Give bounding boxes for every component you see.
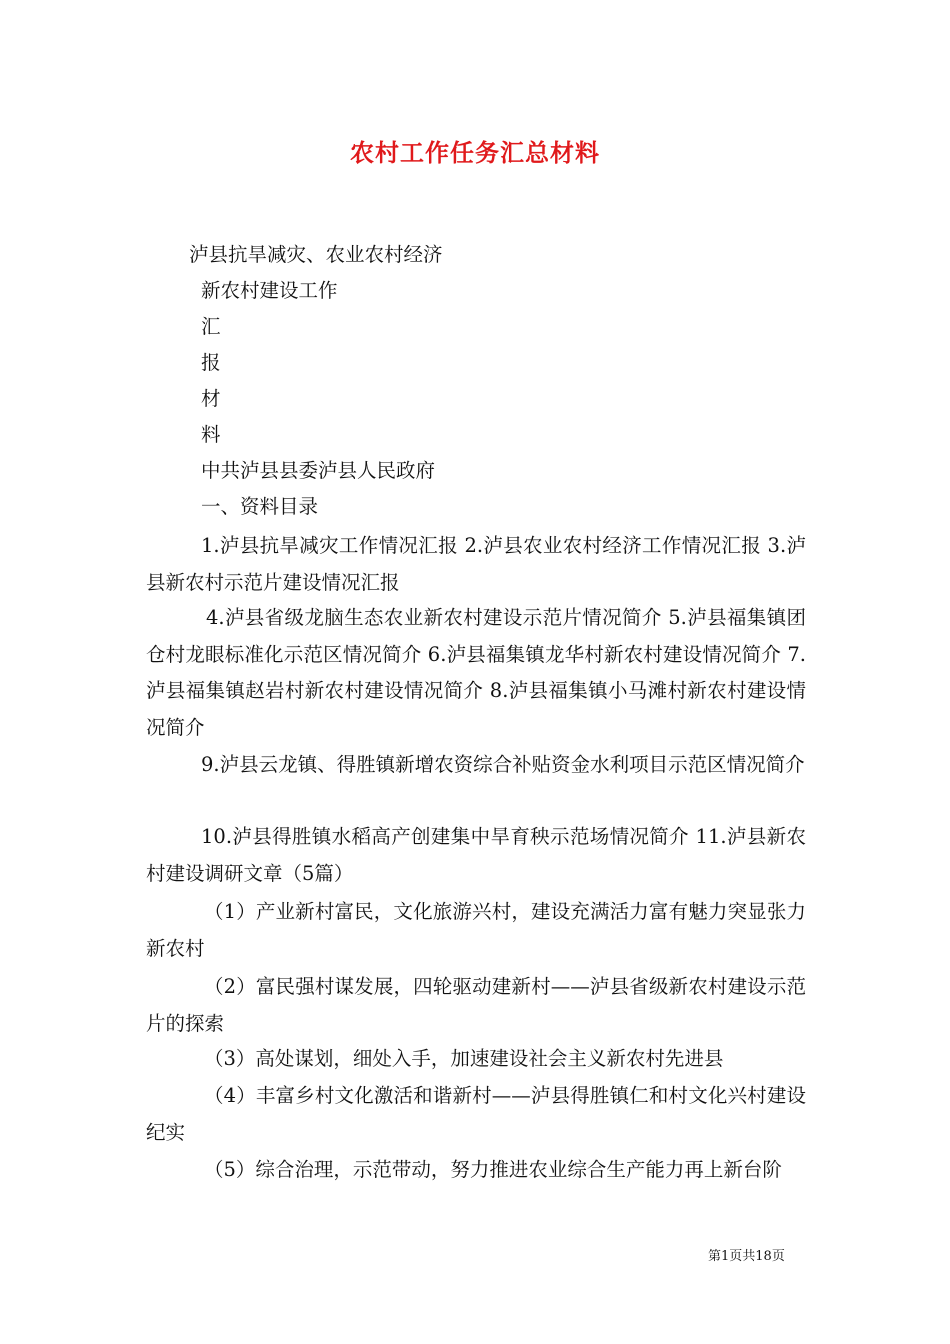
cover-line: 料 xyxy=(201,423,221,446)
article-item: （4）丰富乡村文化激活和谐新村——泸县得胜镇仁和村文化兴村建设纪实 xyxy=(146,1084,806,1144)
page-number: 第1页共18页 xyxy=(708,1249,785,1264)
section-heading: 一、资料目录 xyxy=(201,495,319,518)
article-item: （3）高处谋划，细处入手，加速建设社会主义新农村先进县 xyxy=(204,1047,724,1070)
cover-line: 材 xyxy=(201,387,221,410)
toc-paragraph: 4.泸县省级龙脑生态农业新农村建设示范片情况简介 5.泸县福集镇团仓村龙眼标准化示范区情况简介 6.泸县福集镇龙华村新农村建设情况简介 7.泸县福集镇赵岩村新农村建设情况简介 8.泸县福集镇小马滩村新农村建设情况简介 xyxy=(146,606,806,739)
cover-line: 中共泸县县委泸县人民政府 xyxy=(201,459,436,482)
cover-line: 泸县抗旱减灾、农业农村经济 xyxy=(189,243,443,266)
toc-paragraph: 1.泸县抗旱减灾工作情况汇报 2.泸县农业农村经济工作情况汇报 3.泸县新农村示范片建设情况汇报 xyxy=(146,534,806,594)
cover-line: 新农村建设工作 xyxy=(201,279,338,302)
toc-paragraph: 9.泸县云龙镇、得胜镇新增农资综合补贴资金水利项目示范区情况简介 xyxy=(201,753,805,776)
toc-paragraph: 10.泸县得胜镇水稻高产创建集中旱育秧示范场情况简介 11.泸县新农村建设调研文章（5篇） xyxy=(146,825,806,885)
cover-line: 报 xyxy=(201,351,221,374)
article-item: （5）综合治理，示范带动，努力推进农业综合生产能力再上新台阶 xyxy=(204,1158,782,1181)
document-title: 农村工作任务汇总材料 xyxy=(350,138,600,167)
cover-line: 汇 xyxy=(201,315,221,338)
article-item: （1）产业新村富民，文化旅游兴村，建设充满活力富有魅力突显张力新农村 xyxy=(146,900,806,960)
article-item: （2）富民强村谋发展，四轮驱动建新村——泸县省级新农村建设示范片的探索 xyxy=(146,975,806,1035)
